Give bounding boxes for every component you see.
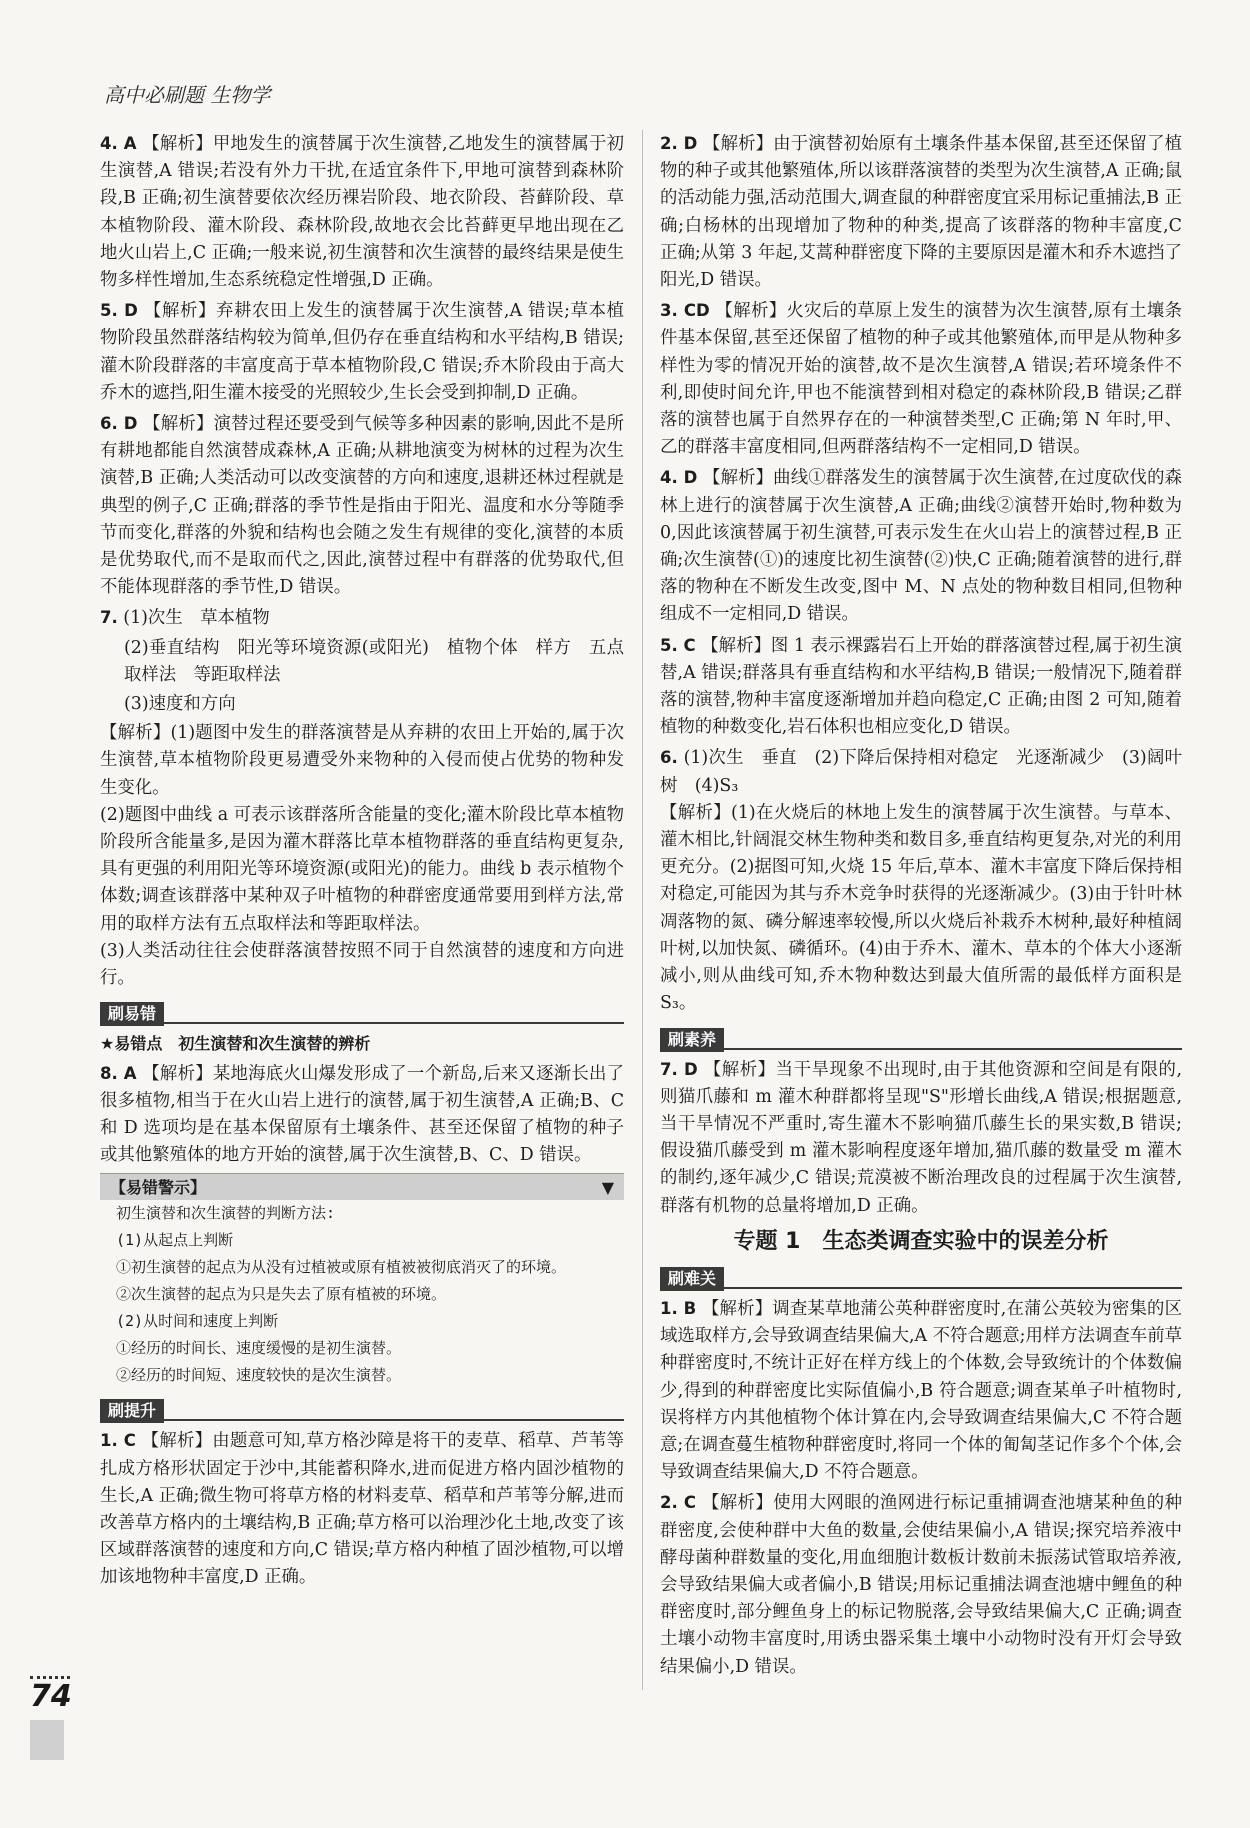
section-tag-nanguan: 刷难关 xyxy=(660,1267,724,1291)
section-tag-line xyxy=(100,1393,624,1421)
answer-7 xyxy=(100,604,624,992)
question-number: 2. D xyxy=(660,134,698,153)
answer-3cd xyxy=(660,297,1182,461)
answer-2d xyxy=(660,130,1182,294)
page-corner-block xyxy=(30,1720,64,1760)
answer-line: (3)速度和方向 xyxy=(124,694,236,715)
answer-line: (1)次生 草本植物 xyxy=(123,608,270,629)
question-number: 4. A xyxy=(100,134,137,153)
answer-text: 【解析】曲线①群落发生的演替属于次生演替,在过度砍伐的森林上进行的演替属于次生演替,A 正确;曲线②演替开始时,物种数为 0,因此该演替属于初生演替,可表示发生在火山岩上的演替过程,B 正确;次生演替(①)的速度比初生演替(②)快,C 正确;随着演替的进行,群落的物种在不断发生改变,图中 M、N 点处的物种数目相同,但物种组成不一定相同,D 错误。 xyxy=(660,468,1183,625)
warning-line: ②经历的时间短、速度较快的是次生演替。 xyxy=(116,1366,402,1385)
right-column xyxy=(660,130,1182,1684)
answer-text: 【解析】演替过程还要受到气候等多种因素的影响,因此不是所有耕地都能自然演替成森林,A 正确;从耕地演变为树林的过程为次生演替,B 正确;人类活动可以改变演替的方向和速度,退耕还林过程就是典型的例子,C 正确;群落的季节性是指由于阳光、温度和水分等随季节而变化,群落的外貌和结构也会随之发生有规律的变化,演替的本质是优势取代,而不是取而代之,因此,演替过程中有群落的优势取代,但不能体现群落的季节性,D 错误。 xyxy=(100,414,624,598)
question-number: 4. D xyxy=(660,468,698,488)
answer-4d xyxy=(660,464,1182,628)
answer-text: 【解析】某地海底火山爆发形成了一个新岛,后来又逐渐长出了很多植物,相当于在火山岩上进行的演替,属于初生演替,A 正确;B、C 和 D 选项均是在基本保留原有土壤条件、甚至还保留了植物的种子或其他繁殖体的地方开始的演替,属于次生演替,B、C、D 错误。 xyxy=(100,1063,625,1166)
question-number: 1. B xyxy=(660,1298,697,1318)
answer-text: 【解析】当干旱现象不出现时,由于其他资源和空间是有限的,则猫爪藤和 m 灌木种群都将呈现"S"形增长曲线,A 错误;根据题意,当干旱情况不严重时,寄生灌木不影响猫爪藤生长的果实数,B 错误;假设猫爪藤受到 m 灌木影响程度逐年增加,猫爪藤的数量受 m 灌木的制约,逐年减少,C 错误;荒漠被不断治理改良的过程属于次生演替,群落有机物的总量将增加,D 正确。 xyxy=(660,1059,1182,1216)
answer-text: 【解析】弃耕农田上发生的演替属于次生演替,A 错误;草本植物阶段虽然群落结构较为简单,但仍存在垂直结构和水平结构,B 错误;灌木阶段群落的丰富度高于草本植物阶段,C 错误;乔木阶段由于高大乔木的遮挡,阳生灌木接受的光照较少,生长会受到抑制,D 正确。 xyxy=(100,301,624,403)
section-tag-line xyxy=(660,1022,1182,1050)
warning-line: ①经历的时间长、速度缓慢的是初生演替。 xyxy=(116,1339,402,1358)
warning-line: (2)从时间和速度上判断 xyxy=(116,1312,279,1331)
answer-text: 【解析】使用大网眼的渔网进行标记重捕调查池塘某种鱼的种群密度,会使种群中大鱼的数量,会使结果偏小,A 错误;探究培养液中酵母菌种群数量的变化,用血细胞计数板计数前未振荡试管取培养液,会导致结果偏大或者偏小,B 错误;用标记重捕法调查池塘中鲤鱼的种群密度时,部分鲤鱼身上的标记物脱落,会导致结果偏大,C 正确;调查土壤小动物丰富度时,用诱虫器采集土壤中小动物时没有开灯会导致结果偏小,D 错误。 xyxy=(660,1493,1182,1677)
answer-text: 【解析】调查某草地蒲公英种群密度时,在蒲公英较为密集的区域选取样方,会导致调查结果偏大,A 不符合题意;用样方法调查车前草种群密度时,不统计正好在样方线上的个体数,会导致统计的个体数偏少,得到的种群密度比实际值偏小,B 符合题意;调查某单子叶植物时,误将样方内其他植物个体计算在内,会导致调查结果偏大,C 不符合题意;在调查蔓生植物种群密度时,将同一个体的匍匐茎记作多个个体,会导致调查结果偏大,D 不符合题意。 xyxy=(660,1298,1183,1483)
warning-header xyxy=(100,1174,624,1200)
question-number: 1. C xyxy=(100,1431,136,1451)
answer-6d xyxy=(100,410,624,601)
section-tag-suyang: 刷素养 xyxy=(660,1028,724,1052)
question-number: 2. C xyxy=(660,1493,697,1513)
answer-5c xyxy=(660,632,1182,742)
warning-line: ①初生演替的起点为从没有过植被或原有植被被彻底消灭了的环境。 xyxy=(116,1258,567,1277)
left-column xyxy=(100,130,624,1595)
analysis-paragraph: 【解析】(1)题图中发生的群落演替是从弃耕的农田上开始的,属于次生演替,草本植物阶段更易遭受外来物种的入侵而使占优势的物种发生变化。 xyxy=(100,723,624,798)
warning-title: 【易错警示】 xyxy=(110,1177,207,1197)
column-divider xyxy=(642,130,643,1690)
page-number: 74 xyxy=(30,1679,72,1714)
warning-line: ②次生演替的起点为只是失去了原有植被的环境。 xyxy=(116,1285,447,1304)
question-number: 6. xyxy=(660,748,678,768)
answer-1b xyxy=(660,1295,1182,1486)
answer-5d xyxy=(100,297,624,407)
section-tag-tisheng: 刷提升 xyxy=(100,1399,164,1423)
warning-line: (1)从起点上判断 xyxy=(116,1231,234,1250)
topic-title: 专题 1 生态类调查实验中的误差分析 xyxy=(733,1228,1109,1254)
section-tag-line xyxy=(100,996,624,1024)
answer-line: (2)垂直结构 阳光等环境资源(或阳光) 植物个体 样方 五点取样法 等距取样法 xyxy=(124,637,624,685)
analysis-paragraph: (3)人类活动往往会使群落演替按照不同于自然演替的速度和方向进行。 xyxy=(100,940,624,989)
answer-text: 【解析】图 1 表示裸露岩石上开始的群落演替过程,属于初生演替,A 错误;群落具有垂直结构和水平结构,B 错误;一般情况下,随着群落的演替,物种丰富度逐渐增加并趋向稳定,C 正确;由图 2 可知,随着植物的种数变化,岩石体积也相应变化,D 错误。 xyxy=(660,635,1183,738)
section-tag-yicuo: 刷易错 xyxy=(100,1002,164,1026)
answer-8a xyxy=(100,1060,624,1170)
question-number: 5. D xyxy=(100,301,138,321)
question-number: 7. xyxy=(100,608,118,628)
answer-text: 【解析】火灾后的草原上发生的演替为次生演替,原有土壤条件基本保留,甚至还保留了植物的种子或其他繁殖体,而甲是从物种多样性为零的情况开始的演替,故不是次生演替,A 错误;若环境条件不利,即使时间允许,甲也不能演替到相对稳定的森林阶段,B 错误;乙群落的演替也属于自然界存在的一种演替类型,C 正确;第 N 年时,甲、乙的群落丰富度相同,但两群落结构不一定相同,D 错误。 xyxy=(660,301,1182,458)
answer-text: 【解析】由于演替初始原有土壤条件基本保留,甚至还保留了植物的种子或其他繁殖体,所以该群落演替的类型为次生演替,A 正确;鼠的活动能力强,活动范围大,调查鼠的种群密度宜采用标记重捕法,B 正确;白杨林的出现增加了物种的种类,提高了该群落的物种丰富度,C 正确;从第 3 年起,艾蒿种群密度下降的主要原因是灌木和乔木遮挡了阳光,D 错误。 xyxy=(660,134,1183,291)
section-tag-line xyxy=(660,1261,1182,1289)
answer-line: (1)次生 垂直 (2)下降后保持相对稳定 光逐渐减少 (3)阔叶树 (4)S₃ xyxy=(660,748,1183,796)
answer-1c xyxy=(100,1427,624,1591)
answer-6 xyxy=(660,744,1182,1017)
page-header: 高中必刷题 生物学 xyxy=(104,83,271,107)
question-number: 3. CD xyxy=(660,301,710,321)
answer-text: 【解析】由题意可知,草方格沙障是将干的麦草、稻草、芦苇等扎成方格形状固定于沙中,其能蓄积降水,进而促进方格内固沙植物的生长,A 正确;微生物可将草方格的材料麦草、稻草和芦苇等分解,进而改善草方格内的土壤结构,B 正确;草方格可以治理沙化土地,改变了该区域群落演替的速度和方向,C 错误;草方格内种植了固沙植物,可以增加该地物种丰富度,D 正确。 xyxy=(100,1431,624,1588)
analysis-paragraph: 【解析】(1)在火烧后的林地上发生的演替属于次生演替。与草本、灌木相比,针阔混交林生物种类和数目多,垂直结构更复杂,对光的利用更充分。(2)据图可知,火烧 15 年后,草本、灌木丰富度下降后保持相对稳定,可能因为其与乔木竞争时获得的光逐渐减少。(3)由于针叶林凋落物的氮、磷分解速率较慢,所以火烧后补栽乔木树种,最好种植阔叶树,以加快氮、磷循环。(4)由于乔木、灌木、草本的个体大小逐渐减小,则从曲线可知,乔木物种数达到最大值所需的最低样方面积是 S₃。 xyxy=(660,802,1182,1014)
warning-line: 初生演替和次生演替的判断方法: xyxy=(116,1204,336,1223)
error-warning-box xyxy=(100,1173,624,1389)
warning-body xyxy=(100,1200,624,1389)
answer-7d xyxy=(660,1056,1182,1220)
analysis-paragraph: (2)题图中曲线 a 可表示该群落所含能量的变化;灌木阶段比草本植物阶段所含能量多,是因为灌木群落比草本植物群落的垂直结构更复杂,具有更强的利用阳光等环境资源(或阳光)的能力。曲线 b 表示植物个体数;调查该群落中某种双子叶植物的种群密度通常要用到样方法,常用的取样方法有五点取样法和等距取样法。 xyxy=(100,804,624,934)
question-number: 6. D xyxy=(100,414,138,434)
triangle-down-icon: ▼ xyxy=(601,1177,614,1197)
question-number: 5. C xyxy=(660,635,696,655)
error-point-title: ★易错点 初生演替和次生演替的辨析 xyxy=(100,1034,371,1054)
answer-text: 【解析】甲地发生的演替属于次生演替,乙地发生的演替属于初生演替,A 错误;若没有外力干扰,在适宜条件下,甲地可演替到森林阶段,B 正确;初生演替要依次经历裸岩阶段、地衣阶段、苔藓阶段、草本植物阶段、灌木阶段、森林阶段,故地衣会比苔藓更早地出现在乙地火山岩上,C 正确;一般来说,初生演替和次生演替的最终结果是使生物多样性增加,生态系统稳定性增强,D 正确。 xyxy=(100,134,625,291)
question-number: 7. D xyxy=(660,1059,698,1079)
question-number: 8. A xyxy=(100,1063,137,1083)
answer-2c xyxy=(660,1489,1182,1680)
answer-4a xyxy=(100,130,624,294)
